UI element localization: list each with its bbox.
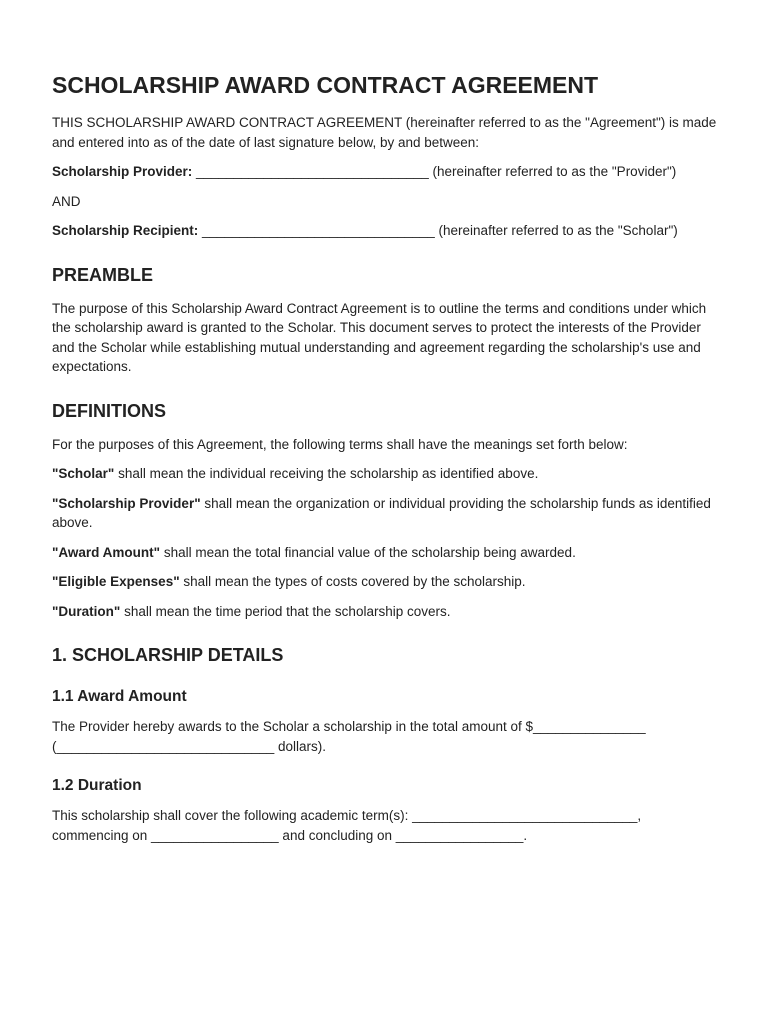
- definition-term: "Eligible Expenses": [52, 574, 180, 589]
- award-amount-paragraph: The Provider hereby awards to the Scholar a scholarship in the total amount of $_______________ (_____________________________ dollars).: [52, 719, 646, 754]
- recipient-line: [52, 221, 718, 241]
- definition-item: [52, 494, 718, 533]
- duration-paragraph: This scholarship shall cover the following academic term(s): ______________________________, commencing on _________________ and concluding on _________________.: [52, 808, 642, 843]
- definition-term: "Scholarship Provider": [52, 495, 201, 511]
- intro-paragraph: THIS SCHOLARSHIP AWARD CONTRACT AGREEMENT (hereinafter referred to as the "Agreement") is made and entered into as of the date of last signature below, by and between:: [52, 115, 717, 150]
- and-text: AND: [52, 193, 81, 209]
- definition-item: [52, 572, 718, 592]
- definition-item: [52, 543, 718, 563]
- definitions-heading: DEFINITIONS: [52, 400, 167, 421]
- definition-text: shall mean the time period that the scholarship covers.: [120, 603, 451, 619]
- section-1-heading: 1. SCHOLARSHIP DETAILS: [52, 645, 284, 665]
- document-title: SCHOLARSHIP AWARD CONTRACT AGREEMENT: [52, 72, 599, 98]
- award-amount-heading: 1.1 Award Amount: [52, 688, 187, 705]
- provider-text: _______________________________ (hereinafter referred to as the "Provider"): [192, 164, 677, 179]
- provider-line: [52, 162, 718, 182]
- definition-text: shall mean the types of costs covered by the scholarship.: [179, 574, 526, 589]
- definition-item: [52, 464, 718, 484]
- duration-heading: 1.2 Duration: [52, 777, 142, 794]
- recipient-text: _______________________________ (hereinafter referred to as the "Scholar"): [198, 223, 678, 238]
- provider-label: Scholarship Provider:: [52, 164, 193, 179]
- definitions-intro: For the purposes of this Agreement, the following terms shall have the meanings set forth below:: [52, 436, 628, 452]
- definition-item: [52, 602, 718, 622]
- definition-term: "Award Amount": [52, 544, 161, 560]
- definition-text: shall mean the organization or individual providing the scholarship funds as identified above.: [52, 495, 711, 530]
- preamble-paragraph: The purpose of this Scholarship Award Contract Agreement is to outline the terms and conditions under which the scholarship award is granted to the Scholar. This document serves to protect the interests of the Provider and the Scholar while establishing mutual understanding and agreement regarding the scholarship's use and expectations.: [52, 300, 707, 374]
- definition-text: shall mean the individual receiving the scholarship as identified above.: [114, 466, 539, 481]
- recipient-label: Scholarship Recipient:: [52, 223, 199, 238]
- definition-term: "Scholar": [52, 466, 115, 481]
- preamble-heading: PREAMBLE: [52, 264, 154, 285]
- definition-term: "Duration": [52, 603, 121, 619]
- definition-text: shall mean the total financial value of the scholarship being awarded.: [160, 544, 576, 560]
